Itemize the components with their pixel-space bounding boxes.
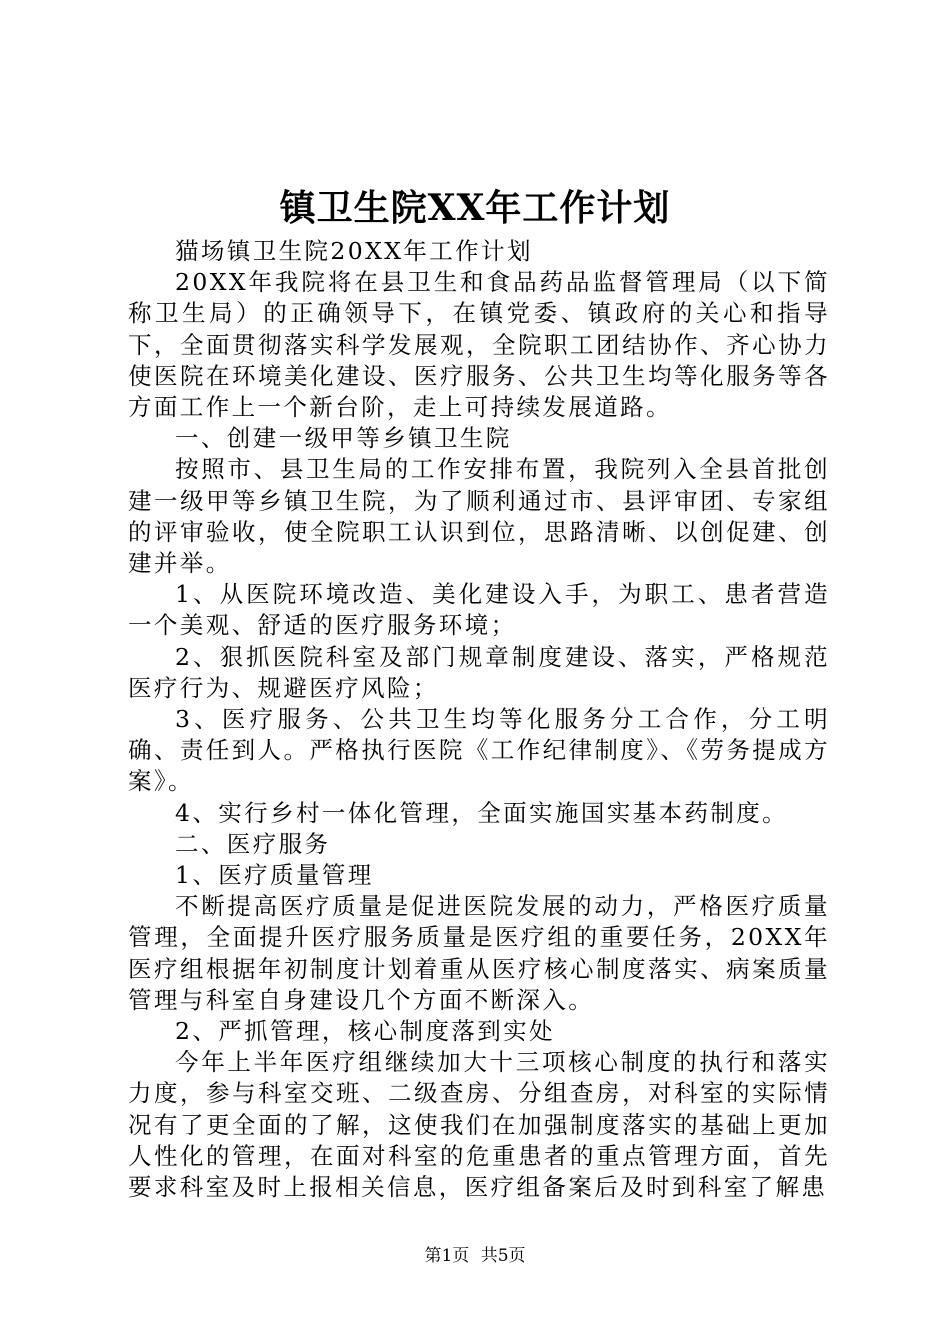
paragraph-management: 今年上半年医疗组继续加大十三项核心制度的执行和落实力度，参与科室交班、二级查房、分组查房，对科室的实际情况有了更全面的了解，这使我们在加强制度落实的基础上更加人性化的管理，在面对科室的危重患者的重点管理方面，首先要求科室及时上报相关信息，医疗组备案后及时到科室了解患	[128, 1048, 830, 1202]
paragraph-subtitle: 猫场镇卫生院20XX年工作计划	[175, 237, 533, 265]
paragraph-quality: 不断提高医疗质量是促进医院发展的动力，严格医疗质量管理，全面提升医疗服务质量是医疗组的重要任务，20XX年医疗组根据年初制度计划着重从医疗核心制度落实、病案质量管理与科室自身建设几个方面不断深入。	[128, 892, 830, 1014]
list-item: 3、医疗服务、公共卫生均等化服务分工合作，分工明确、责任到人。严格执行医院《工作纪律制度》、《劳务提成方案》。	[128, 705, 830, 796]
paragraph-section-1: 按照市、县卫生局的工作安排布置，我院列入全县首批创建一级甲等乡镇卫生院，为了顺利通过市、县评审团、专家组的评审验收，使全院职工认识到位，思路清晰、以创促建、创建并举。	[128, 455, 830, 578]
document-body	[128, 236, 830, 1203]
subsection-heading: 2、严抓管理，核心制度落到实处	[175, 1017, 555, 1046]
paragraph-intro: 20XX年我院将在县卫生和食品药品监督管理局（以下简称卫生局）的正确领导下，在镇党委、镇政府的关心和指导下，全面贯彻落实科学发展观，全院职工团结协作、齐心协力使医院在环境美化建设、医疗服务、公共卫生均等化服务等各方面工作上一个新台阶，走上可持续发展道路。	[128, 268, 830, 422]
list-item: 1、从医院环境改造、美化建设入手，为职工、患者营造一个美观、舒适的医疗服务环境；	[128, 580, 830, 640]
section-heading-2: 二、医疗服务	[175, 829, 331, 858]
section-heading-1: 一、创建一级甲等乡镇卫生院	[175, 424, 512, 453]
list-item: 2、狠抓医院科室及部门规章制度建设、落实，严格规范医疗行为、规避医疗风险；	[128, 642, 830, 702]
document-title: 镇卫生院XX年工作计划	[279, 187, 671, 229]
subsection-heading: 1、医疗质量管理	[175, 861, 374, 890]
page-number: 第1页 共5页	[424, 1246, 526, 1266]
list-item: 4、实行乡村一体化管理，全面实施国实基本药制度。	[175, 798, 789, 827]
